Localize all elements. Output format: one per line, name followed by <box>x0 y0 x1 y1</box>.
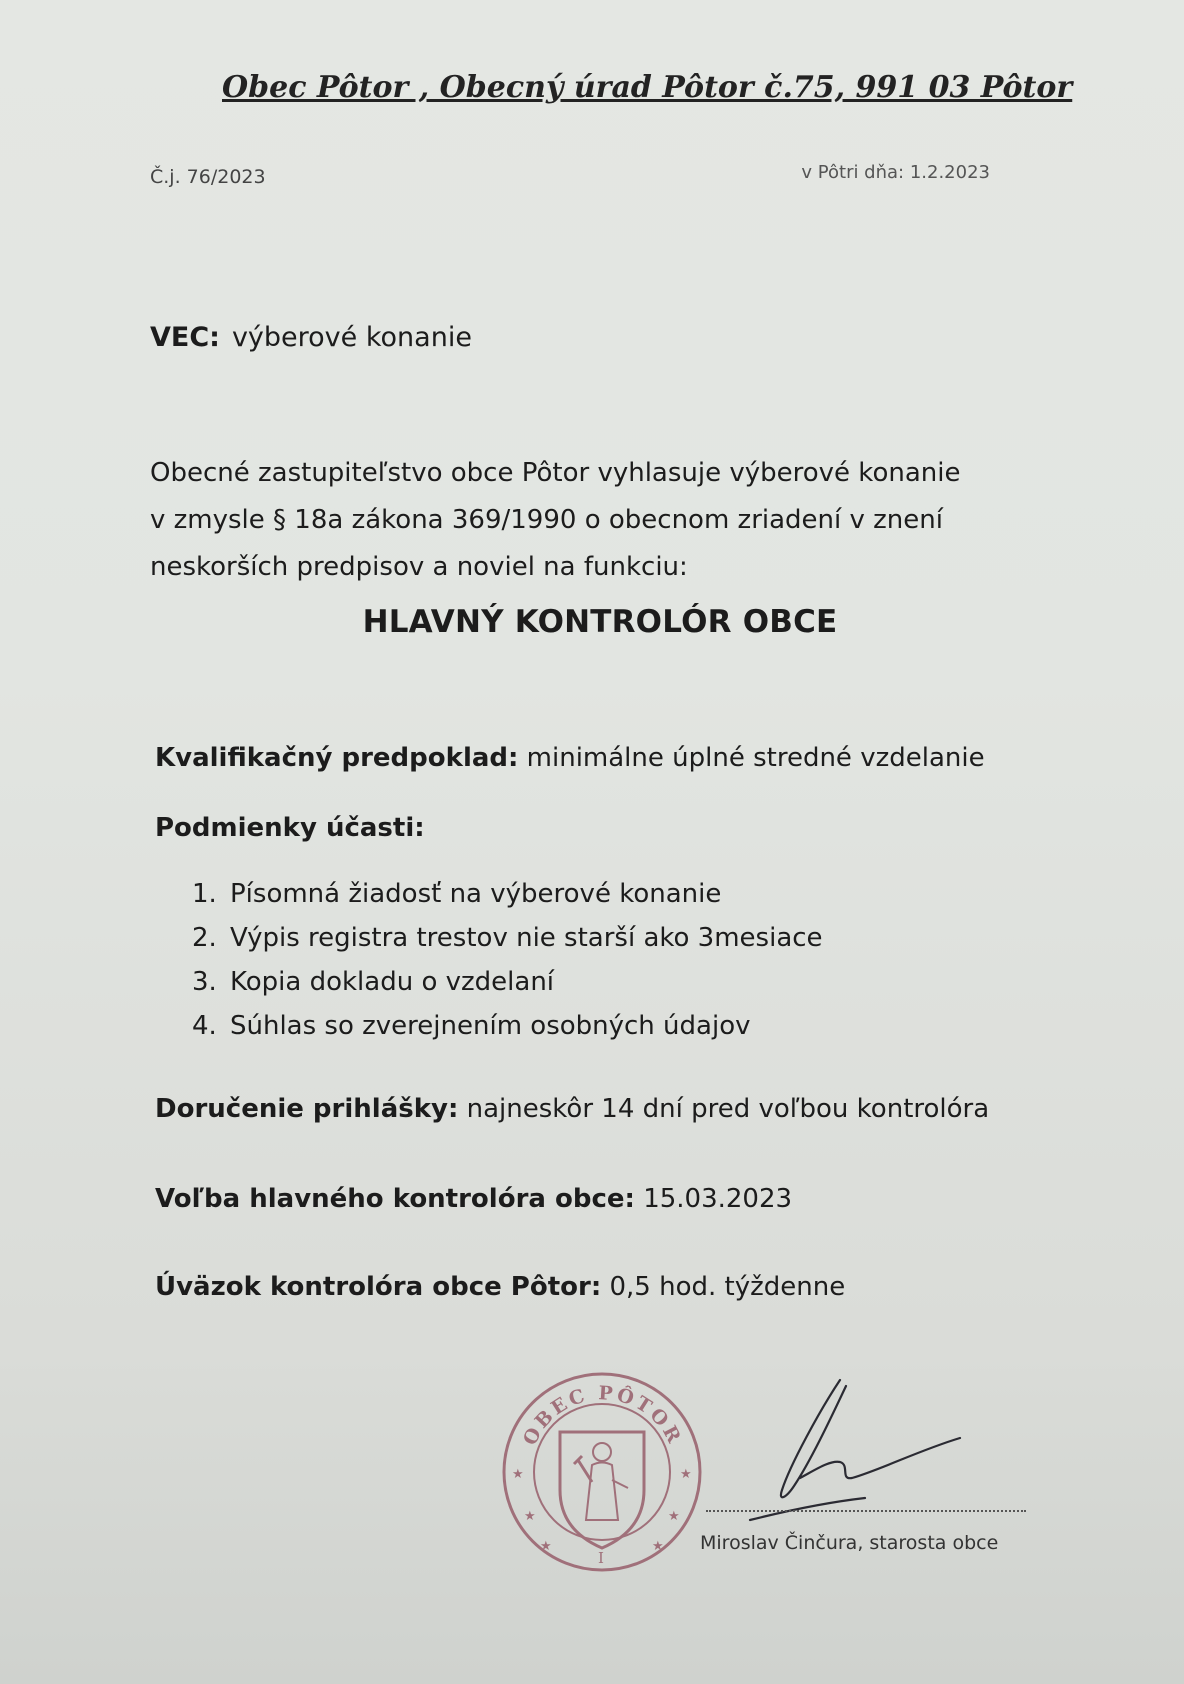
list-item-text: Písomná žiadosť na výberové konanie <box>230 879 722 909</box>
election-label: Voľba hlavného kontrolóra obce: <box>155 1184 635 1214</box>
intro-line: v zmysle § 18a zákona 369/1990 o obecnom zriadení v znení <box>150 505 943 535</box>
list-item-number: 3. <box>192 967 217 997</box>
signature-line <box>706 1510 1026 1512</box>
delivery-label: Doručenie prihlášky: <box>155 1094 459 1124</box>
list-item-text: Výpis registra trestov nie starší ako 3mesiace <box>230 923 823 953</box>
qualification-line <box>155 743 985 773</box>
svg-text:★: ★ <box>540 1539 552 1554</box>
election-line <box>155 1184 792 1214</box>
position-title: HLAVNÝ KONTROLÓR OBCE <box>362 604 838 640</box>
reference-number: Č.j. 76/2023 <box>150 166 266 188</box>
election-value: 15.03.2023 <box>643 1184 793 1214</box>
delivery-value: najneskôr 14 dní pred voľbou kontrolóra <box>466 1094 990 1124</box>
conditions-list <box>192 872 823 1048</box>
list-item-number: 2. <box>192 923 217 953</box>
list-item <box>192 960 823 1004</box>
intro-line: neskorších predpisov a noviel na funkciu: <box>150 552 688 582</box>
workload-line <box>155 1272 845 1302</box>
signer-name: Miroslav Činčura, starosta obce <box>700 1532 999 1554</box>
intro-paragraph <box>150 450 980 591</box>
svg-text:★: ★ <box>680 1467 692 1482</box>
workload-label: Úväzok kontrolóra obce Pôtor: <box>155 1272 602 1302</box>
delivery-line <box>155 1094 989 1124</box>
subject-label: VEC: <box>150 322 220 353</box>
svg-text:★: ★ <box>652 1539 664 1554</box>
list-item <box>192 1004 823 1048</box>
list-item-number: 1. <box>192 879 217 909</box>
svg-text:★: ★ <box>512 1467 524 1482</box>
list-item-text: Súhlas so zverejnením osobných údajov <box>230 1011 751 1041</box>
subject-line <box>150 322 472 353</box>
conditions-heading <box>155 813 425 843</box>
list-item <box>192 916 823 960</box>
list-item <box>192 872 823 916</box>
letterhead: Obec Pôtor , Obecný úrad Pôtor č.75, 991 03 Pôtor <box>222 70 1073 105</box>
subject-value: výberové konanie <box>231 322 472 353</box>
date-line: v Pôtri dňa: 1.2.2023 <box>801 162 990 183</box>
official-stamp <box>500 1370 705 1575</box>
conditions-label: Podmienky účasti: <box>155 813 425 843</box>
list-item-number: 4. <box>192 1011 217 1041</box>
qualification-value: minimálne úplné stredné vzdelanie <box>526 743 985 773</box>
list-item-text: Kopia dokladu o vzdelaní <box>230 967 555 997</box>
stamp-text: OBEC PÔTOR <box>518 1382 687 1450</box>
signature <box>690 1370 1050 1530</box>
intro-line: Obecné zastupiteľstvo obce Pôtor vyhlasuje výberové konanie <box>150 458 961 488</box>
qualification-label: Kvalifikačný predpoklad: <box>155 743 519 773</box>
stamp-numeral: I <box>598 1549 604 1567</box>
svg-text:★: ★ <box>524 1509 536 1524</box>
svg-text:★: ★ <box>668 1509 680 1524</box>
workload-value: 0,5 hod. týždenne <box>609 1272 846 1302</box>
